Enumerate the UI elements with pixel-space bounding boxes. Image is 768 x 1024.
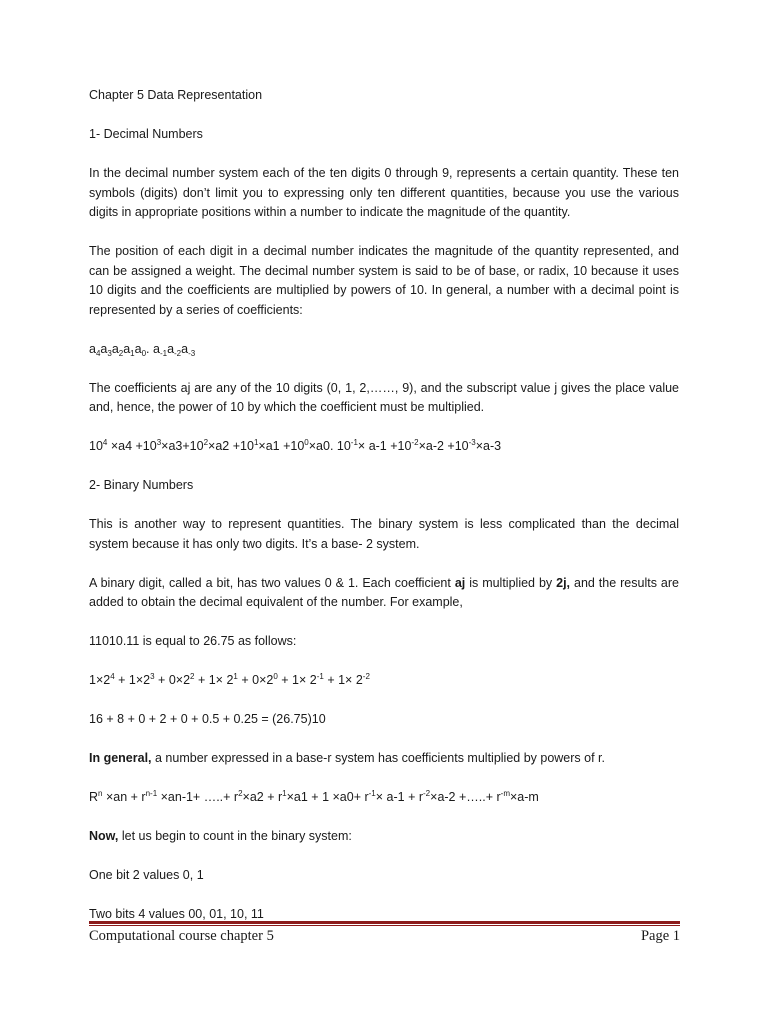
paragraph: In general, a number expressed in a base-r system has coefficients multiplied by powers of r. — [89, 751, 605, 765]
page-number: Page 1 — [640, 928, 680, 944]
formula-decimal-expansion: $10^4 \times a4 +10^3\times a3+10^2\times a2 +10^1\times a1 +10^0\times a0$. $10^{-1}\times a-1 +10^{-2}\times a-2 +10^{-3}\times a-3$ — [89, 438, 502, 453]
paragraph: Now, let us begin to count in the binary system: — [89, 829, 352, 843]
section-heading-binary: 2- Binary Numbers — [89, 478, 194, 492]
formula-binary-expansion: $1\times 2^4 + 1\times 2^3 + 0\times 2^2 + 1\times 2^1 + 0\times 2^0 + 1\times 2^{-1} + 1\times 2^{-2}$ — [89, 672, 370, 687]
formula-binary-sum: 16 + 8 + 0 + 2 + 0 + 0.5 + 0.25 = (26.75)10 — [89, 712, 326, 726]
formula-base-r: $R^n \times an + r^{n-1} \times an-1+$ …..+ $r^2\times a2 + r^1\times a1 + 1 \times a0+ r^{-1}\times a-1 + r^{-2}\times a-2$ +…..+ $r^{-m}\times a-m$ — [89, 789, 539, 804]
section-heading-decimal: 1- Decimal Numbers — [89, 127, 203, 141]
footer-course-title: Computational course chapter 5 — [89, 928, 274, 944]
footer-divider — [89, 921, 680, 926]
document-body — [89, 86, 679, 944]
page-footer — [89, 928, 680, 945]
paragraph: In the decimal number system each of the ten digits 0 through 9, represents a certain quantity. These ten symbols (digits) don’t limit you to expressing only ten different quantities, because you use the various digits in appropriate positions within a number to indicate the magnitude of the quantity. — [89, 166, 679, 219]
paragraph: The position of each digit in a decimal number indicates the magnitude of the quantity represented, and can be assigned a weight. The decimal number system is said to be of base, or radix, 10 because it uses 10 digits and the coefficients are multiplied by powers of 10. In general, a number with a decimal point is represented by a series of coefficients: — [89, 244, 679, 317]
paragraph: A binary digit, called a bit, has two values 0 & 1. Each coefficient aj is multiplied by 2j, and the results are added to obtain the decimal equivalent of the number. For example, — [89, 575, 679, 609]
paragraph: 11010.11 is equal to 26.75 as follows: — [89, 634, 297, 648]
coefficient-series: $a_4a_3a_2a_1a_0$. $a_{-1}a_{-2}a_{-3}$ — [89, 341, 196, 358]
chapter-title: Chapter 5 Data Representation — [89, 88, 263, 102]
paragraph: The coefficients aj are any of the 10 digits (0, 1, 2,……, 9), and the subscript value j gives the place value and, hence, the power of 10 by which the coefficient must be multiplied. — [89, 380, 679, 414]
paragraph: One bit 2 values 0, 1 — [89, 868, 204, 882]
paragraph: This is another way to represent quantities. The binary system is less complicated than the decimal system because it has only two digits. It’s a base- 2 system. — [89, 517, 679, 551]
paragraph: Two bits 4 values 00, 01, 10, 11 — [89, 907, 264, 921]
